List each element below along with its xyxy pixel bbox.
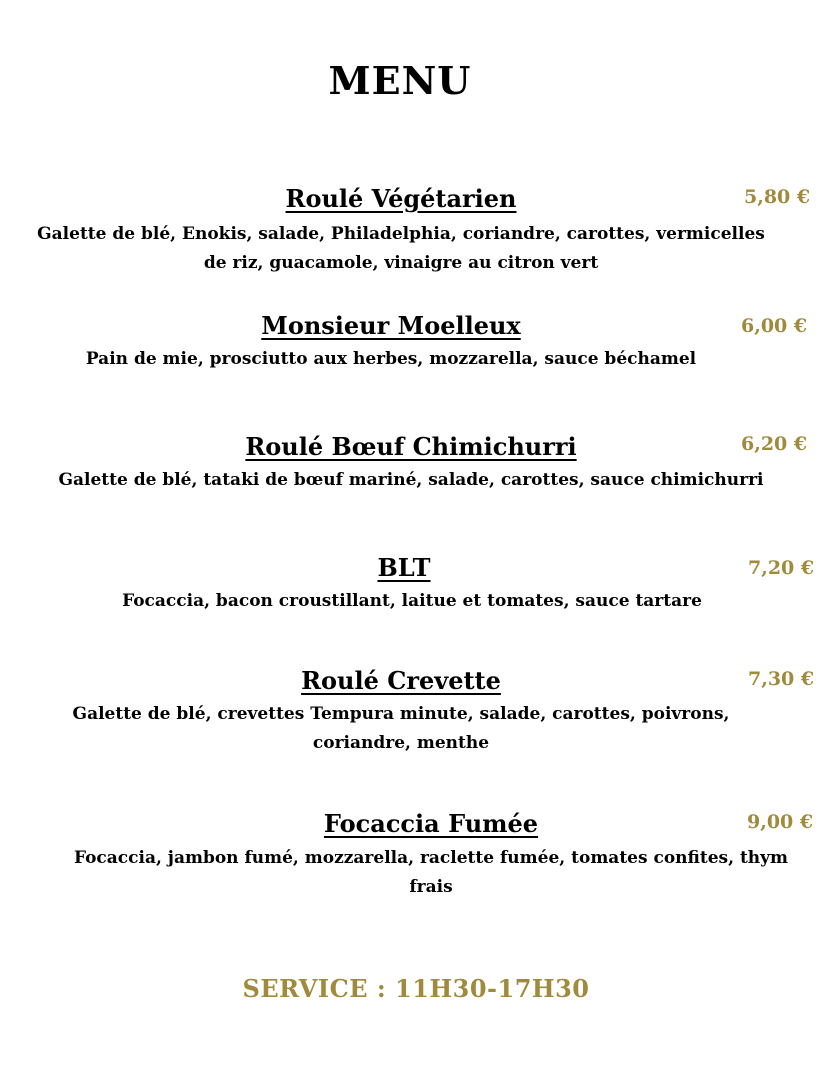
item-price: 9,00 € [747, 811, 814, 833]
service-hours: SERVICE : 11H30-17H30 [242, 974, 590, 1003]
description-line: coriandre, menthe [312, 733, 490, 753]
item-name: Monsieur Moelleux [261, 311, 521, 340]
item-name: Roulé Végétarien [285, 184, 517, 213]
item-price: 7,30 € [748, 668, 815, 690]
item-description [1, 220, 801, 278]
item-description [11, 345, 771, 374]
item-description [32, 587, 792, 616]
page-title: MENU [328, 58, 472, 103]
description-line: de riz, guacamole, vinaigre au citron vert [203, 253, 599, 273]
description-line: Galette de blé, crevettes Tempura minute, salade, carottes, poivrons, [72, 704, 730, 724]
item-description [11, 466, 811, 495]
description-line: Focaccia, jambon fumé, mozzarella, raclette fumée, tomates confites, thym [73, 848, 789, 868]
item-description [41, 844, 821, 902]
description-line: frais [409, 877, 453, 897]
description-line: Galette de blé, Enokis, salade, Philadelphia, coriandre, carottes, vermicelles [37, 224, 765, 244]
item-name: Focaccia Fumée [323, 809, 539, 838]
item-name: Roulé Crevette [301, 666, 501, 695]
description-line: Pain de mie, prosciutto aux herbes, mozzarella, sauce béchamel [85, 349, 697, 369]
item-price: 6,00 € [741, 315, 808, 337]
item-price: 6,20 € [741, 433, 808, 455]
description-line: Focaccia, bacon croustillant, laitue et tomates, sauce tartare [122, 591, 702, 611]
item-price: 5,80 € [744, 186, 811, 208]
description-line: Galette de blé, tataki de bœuf mariné, salade, carottes, sauce chimichurri [58, 470, 764, 490]
item-price: 7,20 € [748, 557, 815, 579]
item-name: BLT [377, 553, 431, 582]
item-description [21, 700, 781, 758]
item-name: Roulé Bœuf Chimichurri [245, 432, 577, 461]
